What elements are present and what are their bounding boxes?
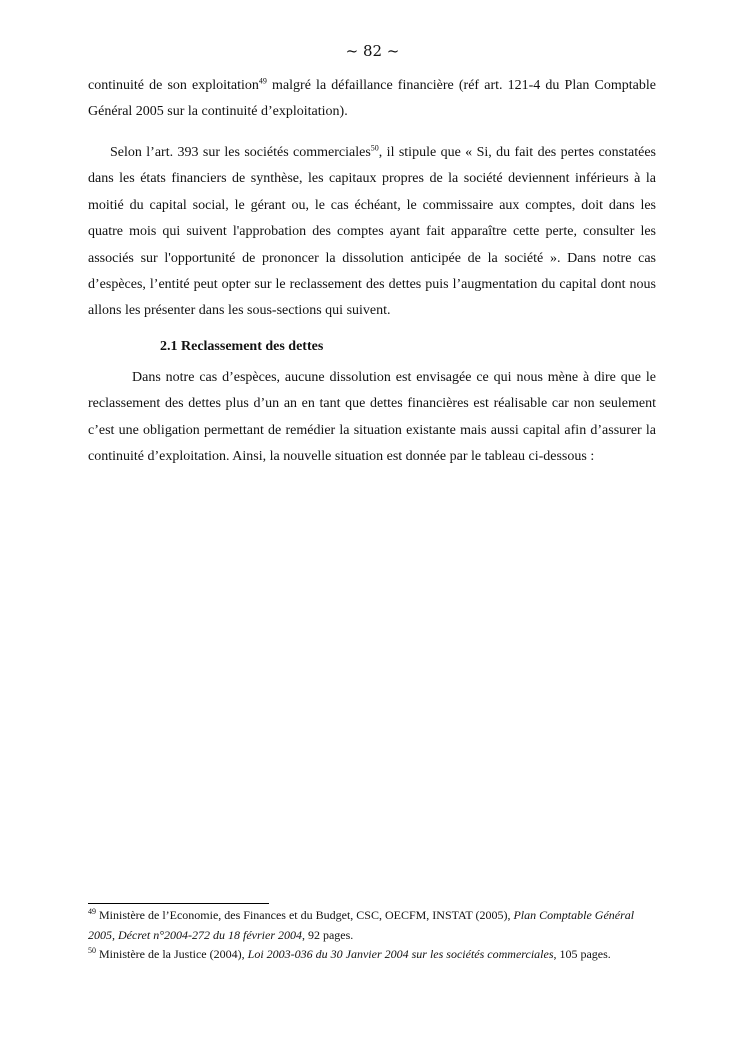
footnote-tail: , 92 pages. — [301, 927, 354, 942]
paragraph-continuity — [88, 73, 656, 126]
paragraph-reclassement: Dans notre cas d’espèces, aucune dissolution est envisagée ce qui nous mène à dire que le reclassement des dettes plus d’un an en tant que dettes financières est réalisable car non seulement c’est une obligation permettant de remédier la situation existante mais aussi capital afin d’assurer la continuité d’exploitation. Ainsi, la nouvelle situation est donnée par le tableau ci-dessous : — [88, 370, 656, 465]
footnote-ref-50[interactable]: 50 — [370, 143, 379, 153]
footnotes — [88, 906, 656, 965]
footnote-separator — [88, 903, 269, 904]
paragraph-text: Selon l’art. 393 sur les sociétés commerciales — [110, 145, 371, 160]
paragraph-art-393 — [88, 140, 656, 325]
page-number: ~ 82 ~ — [345, 42, 400, 60]
footnote-49 — [88, 906, 656, 945]
footnote-number: 50 — [88, 946, 96, 955]
footnote-tail: , 105 pages. — [553, 947, 611, 961]
footnote-text: Ministère de l’Economie, des Finances et du Budget, CSC, OECFM, INSTAT (2005), — [96, 908, 514, 922]
footnote-title: Plan Comptable Général 2005, Décret n°2004-272 du 18 février 2004 — [88, 908, 635, 942]
paragraph-text: malgré la défaillance financière (réf art. 121-4 du Plan Comptable Général 2005 sur la continuité d’exploitation). — [88, 78, 656, 120]
footnote-50 — [88, 945, 656, 965]
footnote-ref-49[interactable]: 49 — [258, 76, 267, 86]
footnote-title: Loi 2003-036 du 30 Janvier 2004 sur les sociétés commerciales — [247, 947, 554, 961]
footnote-number: 49 — [88, 907, 96, 916]
paragraph-text: , il stipule que « Si, du fait des pertes constatées dans les états financiers de synthèse, les capitaux propres de la société deviennent inférieurs à la moitié du capital social, le gérant ou, le cas échéant, le commissaire aux comptes, doit dans les quatre mois qui suivent l'approbation des comptes ayant fait apparaître cette perte, consulter les associés sur l'opportunité de prononcer la dissolution anticipée de la société ». Dans notre cas d’espèces, l’entité peut opter sur le reclassement des dettes puis l’augmentation du capital dont nous allons les présenter dans les sous-sections qui suivent. — [88, 145, 656, 319]
footnote-text: Ministère de la Justice (2004), — [96, 947, 248, 961]
section-heading: 2.1 Reclassement des dettes — [160, 339, 324, 354]
paragraph-text: continuité de son exploitation — [88, 78, 259, 93]
